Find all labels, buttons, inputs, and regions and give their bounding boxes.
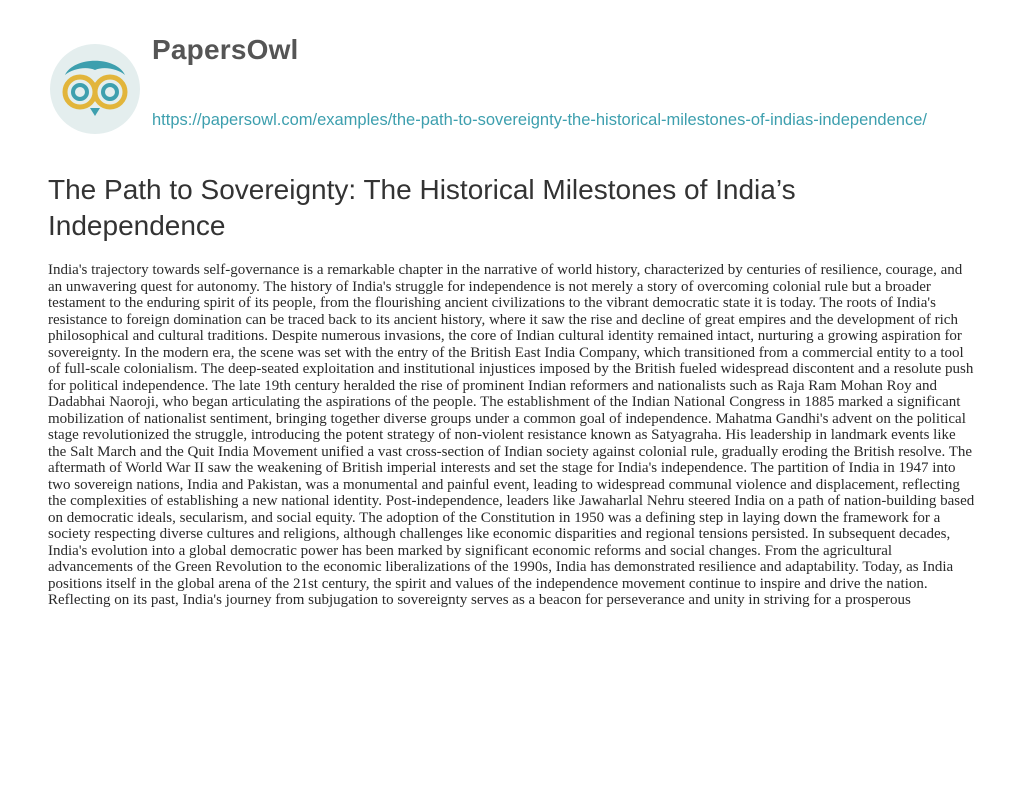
brand-name[interactable]: PapersOwl (152, 34, 299, 65)
bottom-fade (0, 696, 1024, 786)
document-body: India's trajectory towards self-governance is a remarkable chapter in the narrative of world history, characterized by centuries of resilience, courage, and an unwavering quest for autonomy. The history of India's struggle for independence is not merely a story of overcoming colonial rule but a broader testament to the enduring spirit of its people, from the flourishing ancient civilizations to the vibrant democratic state it is today. The roots of India's resistance to foreign domination can be traced back to its ancient history, where it saw the rise and decline of great empires and the development of rich philosophical and cultural traditions. Despite numerous invasions, the core of Indian cultural identity remained intact, nurturing a growing aspiration for sovereignty. In the modern era, the scene was set with the entry of the British East India Company, which transitioned from a commercial entity to a tool of full-scale colonialism. The deep-seated exploitation and institutional injustices imposed by the British fueled widespread discontent and a resolute push for political independence. The late 19th century heralded the rise of prominent Indian reformers and nationalists such as Raja Ram Mohan Roy and Dadabhai Naoroji, who began articulating the aspirations of the people. The establishment of the Indian National Congress in 1885 marked a significant mobilization of nationalist sentiment, bringing together diverse groups under a common goal of independence. Mahatma Gandhi's advent on the political stage revolutionized the struggle, introducing the potent strategy of non-violent resistance known as Satyagraha. His leadership in landmark events like the Salt March and the Quit India Movement unified a vast cross-section of Indian society against colonial rule, gradually eroding the British resolve. The aftermath of World War II saw the weakening of British imperial interests and set the stage for India's independence. The partition of India in 1947 into two sovereign nations, India and Pakistan, was a monumental and painful event, leading to widespread communal violence and displacement, reflecting the complexities of establishing a new national identity. Post-independence, leaders like Jawaharlal Nehru steered India on a path of nation-building based on democratic ideals, secularism, and social equity. The adoption of the Constitution in 1950 was a defining step in laying down the framework for a society respecting diverse cultures and religions, although challenges like economic disparities and regional tensions persisted. In subsequent decades, India's evolution into a global democratic power has been marked by significant economic reforms and social changes. From the agricultural advancements of the Green Revolution to the economic liberalizations of the 1990s, India has demonstrated resilience and adaptability. Today, as India positions itself in the global arena of the 21st century, the spirit and values of the independence movement continue to inspire and drive the nation. Reflecting on its past, India's journey from subjugation to sovereignty serves as a beacon for perseverance and unity in striving for a prosperous (48, 262, 975, 608)
site-header (48, 34, 988, 154)
document-title: The Path to Sovereignty: The Historical Milestones of India’s Independence (48, 174, 796, 241)
owl-logo-icon (48, 42, 142, 136)
source-url-link[interactable]: https://papersowl.com/examples/the-path-to-sovereignty-the-historical-milestones-of-indias-independence/ (152, 111, 927, 129)
